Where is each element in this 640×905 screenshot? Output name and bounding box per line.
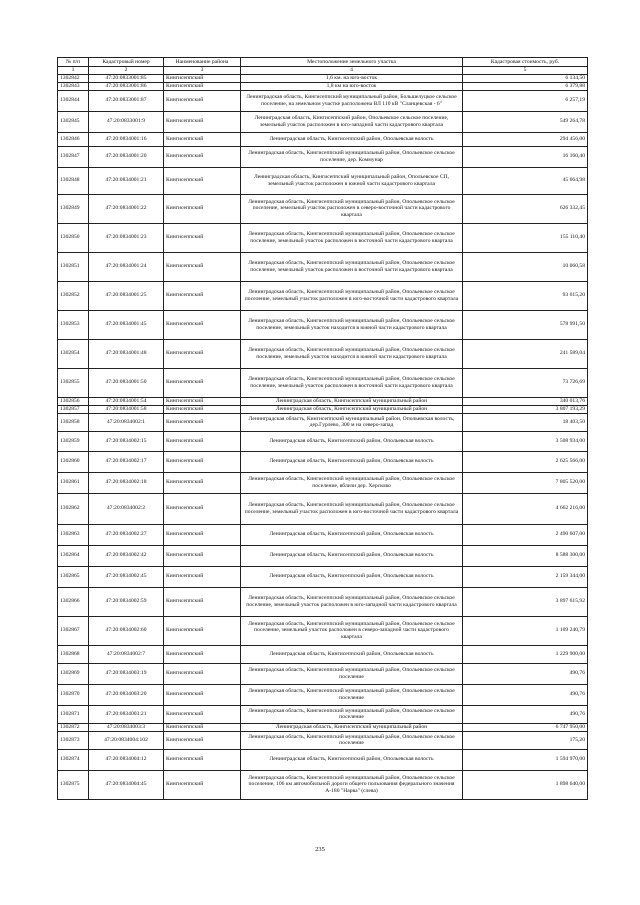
table-row: [58, 146, 588, 167]
row-number-cell: 1302860: [58, 451, 89, 472]
cadastral-number-cell: 47:20:0834003:21: [89, 705, 164, 723]
cadastral-number-cell: 47:20:0834002:42: [89, 545, 164, 566]
cadastral-number-cell: 47:20:0834001:45: [89, 310, 164, 339]
district-cell: Кингисеппский: [164, 566, 241, 587]
location-cell: 1,8 км на юго-восток: [241, 82, 463, 90]
location-cell: Ленинградская область, Кингисеппский муниципальный район, Опольевское сельское поселение, земельный участок расположен в юго-западной части кадастрового квартала: [241, 587, 463, 616]
cadastral-value-cell: 175,20: [463, 731, 588, 749]
cadastral-number-cell: 47:20:0834004:45: [89, 770, 164, 799]
row-number-cell: 1302853: [58, 310, 89, 339]
cadastral-number-cell: 47:20:0834002:2: [89, 493, 164, 524]
location-cell: Ленинградская область, Кингисеппский муниципальный район, Опольевское сельское поселение, земельный участок расположен в юго-восточной части кадастрового квартала: [241, 281, 463, 310]
row-number-cell: 1302864: [58, 545, 89, 566]
location-cell: Ленинградская область, Кингисеппский муниципальный район, Опольевское сельское поселение: [241, 731, 463, 749]
district-cell: Кингисеппский: [164, 132, 241, 146]
cadastral-value-cell: 490,76: [463, 663, 588, 684]
row-number-cell: 1302862: [58, 493, 89, 524]
table-row: [58, 684, 588, 705]
row-number-cell: 1302851: [58, 252, 89, 281]
cadastral-value-cell: 2 490 607,00: [463, 524, 588, 545]
cadastral-value-cell: 2 159 344,00: [463, 566, 588, 587]
cadastral-value-cell: 1 898 640,00: [463, 770, 588, 799]
table-row: [58, 524, 588, 545]
row-number-cell: 1302849: [58, 194, 89, 223]
location-cell: Ленинградская область, Кингисеппский район, Опольевская волость: [241, 645, 463, 663]
district-cell: Кингисеппский: [164, 146, 241, 167]
row-number-cell: 1302861: [58, 472, 89, 493]
district-cell: Кингисеппский: [164, 705, 241, 723]
table-row: [58, 451, 588, 472]
district-cell: Кингисеппский: [164, 431, 241, 451]
location-cell: Ленинградская область, Кингисеппский район, Опольевская волость: [241, 566, 463, 587]
location-cell: Ленинградская область, Кингисеппский муниципальный район, Опольевское сельское поселение: [241, 684, 463, 705]
table-row: [58, 749, 588, 770]
cadastral-value-cell: 1 229 900,00: [463, 645, 588, 663]
row-number-cell: 1302867: [58, 616, 89, 645]
cadastral-number-cell: 47:20:0834002:45: [89, 566, 164, 587]
row-number-cell: 1302856: [58, 397, 89, 405]
cadastral-value-cell: 45 664,98: [463, 167, 588, 194]
row-number-cell: 1302844: [58, 90, 89, 111]
cadastral-number-cell: 47:20:0834002:1: [89, 413, 164, 431]
cadastral-number-cell: 47:20:0834002:59: [89, 587, 164, 616]
location-cell: Ленинградская область, Кингисеппский муниципальный район, Опольевское сельское поселение, вблизи дер. Херсково: [241, 472, 463, 493]
row-number-cell: 1302869: [58, 663, 89, 684]
cadastral-number-cell: 47:20:0834001:16: [89, 132, 164, 146]
location-cell: Ленинградская область, Кингисеппский муниципальный район, Опольевское сельское поселение: [241, 705, 463, 723]
table-row: [58, 616, 588, 645]
table-row: [58, 645, 588, 663]
row-number-cell: 1302854: [58, 339, 89, 368]
cadastral-number-cell: 47:20:0834001:23: [89, 223, 164, 252]
row-number-cell: 1302874: [58, 749, 89, 770]
cadastral-value-cell: 93 615,20: [463, 281, 588, 310]
cadastral-number-cell: 47:20:0834002:15: [89, 431, 164, 451]
cadastral-value-cell: 6 379,88: [463, 82, 588, 90]
district-cell: Кингисеппский: [164, 770, 241, 799]
cadastral-value-cell: 490,76: [463, 684, 588, 705]
row-number-cell: 1302859: [58, 431, 89, 451]
header-location: Местоположение земельного участка: [241, 58, 463, 67]
cadastral-number-cell: 47:20:0834001:21: [89, 167, 164, 194]
location-cell: Ленинградская область, Кингисеппский муниципальный район, Опольевское сельское поселение, земельный участок расположен в северо-восточной части кадастрового квартала: [241, 194, 463, 223]
district-cell: Кингисеппский: [164, 493, 241, 524]
district-cell: Кингисеппский: [164, 310, 241, 339]
location-cell: Ленинградская область, Кингисеппский муниципальный район, Опольевская волость, дер.Гурлево, 300 м на северо-запад: [241, 413, 463, 431]
row-number-cell: 1302850: [58, 223, 89, 252]
cadastral-value-cell: 6 257,19: [463, 90, 588, 111]
cadastral-value-cell: 294 456,00: [463, 132, 588, 146]
row-number-cell: 1302846: [58, 132, 89, 146]
location-cell: Ленинградская область, Кингисеппский муниципальный район, Опольевское сельское поселение: [241, 663, 463, 684]
column-number: 5: [463, 67, 588, 75]
cadastral-number-cell: 47:20:0833001:86: [89, 82, 164, 90]
table-row: [58, 545, 588, 566]
cadastral-value-cell: 8 588 300,00: [463, 545, 588, 566]
table-row: [58, 723, 588, 731]
cadastral-value-cell: 490,76: [463, 705, 588, 723]
cadastral-number-cell: 47:20:0834002:60: [89, 616, 164, 645]
cadastral-number-cell: 47:20:0834002:17: [89, 451, 164, 472]
location-cell: Ленинградская область, Кингисеппский район, Опольевская волость: [241, 749, 463, 770]
district-cell: Кингисеппский: [164, 413, 241, 431]
cadastral-number-cell: 47:20:0834003:20: [89, 684, 164, 705]
district-cell: Кингисеппский: [164, 368, 241, 397]
location-cell: 1,6 км. на юго-восток: [241, 74, 463, 82]
table-row: [58, 731, 588, 749]
row-number-cell: 1302863: [58, 524, 89, 545]
cadastral-number-cell: 47:20:0834004:12: [89, 749, 164, 770]
table-row: [58, 252, 588, 281]
table-row: [58, 397, 588, 405]
table-row: [58, 167, 588, 194]
district-cell: Кингисеппский: [164, 252, 241, 281]
column-number-row: [58, 67, 588, 75]
header-cadastral-value: Кадастровая стоимость, руб.: [463, 58, 588, 67]
cadastral-value-table: [57, 57, 588, 800]
table-row: [58, 281, 588, 310]
district-cell: Кингисеппский: [164, 223, 241, 252]
cadastral-value-cell: 7 805 520,00: [463, 472, 588, 493]
cadastral-number-cell: 47:20:0833001:85: [89, 74, 164, 82]
district-cell: Кингисеппский: [164, 663, 241, 684]
table-row: [58, 310, 588, 339]
table-row: [58, 74, 588, 82]
page-number: 235: [315, 846, 325, 853]
district-cell: Кингисеппский: [164, 194, 241, 223]
cadastral-number-cell: 47:20:0834002:27: [89, 524, 164, 545]
table-row: [58, 194, 588, 223]
cadastral-value-cell: 626 332,45: [463, 194, 588, 223]
header-row-number: № п/п: [58, 58, 89, 67]
district-cell: Кингисеппский: [164, 545, 241, 566]
cadastral-value-cell: 3 807 193,29: [463, 405, 588, 413]
row-number-cell: 1302858: [58, 413, 89, 431]
district-cell: Кингисеппский: [164, 472, 241, 493]
cadastral-number-cell: 47:20:0834001:50: [89, 368, 164, 397]
row-number-cell: 1302866: [58, 587, 89, 616]
cadastral-number-cell: 47:20:0834001:48: [89, 339, 164, 368]
column-number: 1: [58, 67, 89, 75]
table-row: [58, 770, 588, 799]
district-cell: Кингисеппский: [164, 82, 241, 90]
location-cell: Ленинградская область, Кингисеппский муниципальный район, Опольевское сельское поселение, земельный участок находится в южной части кадастрового квартала: [241, 339, 463, 368]
cadastral-value-cell: 16 160,40: [463, 146, 588, 167]
cadastral-number-cell: 47:20:0834001:24: [89, 252, 164, 281]
cadastral-value-cell: 10 060,58: [463, 252, 588, 281]
header-district-name: Наименование района: [164, 58, 241, 67]
location-cell: Ленинградская область, Кингисеппский район, Опольевское сельское поселение, земельный участок расположен в юго-западной части кадастрового квартала: [241, 111, 463, 132]
district-cell: Кингисеппский: [164, 587, 241, 616]
location-cell: Ленинградская область, Кингисеппский район, Опольевская волость: [241, 132, 463, 146]
cadastral-number-cell: 47:20:0834001:20: [89, 146, 164, 167]
location-cell: Ленинградская область, Кингисеппский муниципальный район, Опольевское СП, земельный участок расположен в южной части кадастрового квартала: [241, 167, 463, 194]
row-number-cell: 1302865: [58, 566, 89, 587]
table-row: [58, 587, 588, 616]
district-cell: Кингисеппский: [164, 723, 241, 731]
location-cell: Ленинградская область, Кингисеппский муниципальный район, Опольевское сельское поселение, земельный участок расположен в северо-западной части кадастрового квартала: [241, 616, 463, 645]
row-number-cell: 1302852: [58, 281, 89, 310]
cadastral-number-cell: 47:20:0833001:87: [89, 90, 164, 111]
location-cell: Ленинградская область, Кингисеппский муниципальный район: [241, 723, 463, 731]
column-number: 4: [241, 67, 463, 75]
district-cell: Кингисеппский: [164, 731, 241, 749]
header-cadastral-number: Кадастровый номер: [89, 58, 164, 67]
district-cell: Кингисеппский: [164, 90, 241, 111]
cadastral-number-cell: 47:20:0833001:9: [89, 111, 164, 132]
location-cell: Ленинградская область, Кингисеппский муниципальный район, Опольевское сельское поселение, земельный участок находится в южной части кадастрового квартала: [241, 310, 463, 339]
district-cell: Кингисеппский: [164, 749, 241, 770]
location-cell: Ленинградская область, Кингисеппский муниципальный район, Опольевское сельское поселение, земельный участок расположен в юго-восточной части кадастрового квартала: [241, 493, 463, 524]
table-header-row: [58, 58, 588, 67]
cadastral-value-cell: 3 897 615,92: [463, 587, 588, 616]
cadastral-value-cell: 1 109 240,79: [463, 616, 588, 645]
cadastral-value-cell: 340 013,76: [463, 397, 588, 405]
table-row: [58, 413, 588, 431]
row-number-cell: 1302857: [58, 405, 89, 413]
district-cell: Кингисеппский: [164, 397, 241, 405]
location-cell: Ленинградская область, Кингисеппский муниципальный район, Опольевское сельское поселение, дер. Коммунар: [241, 146, 463, 167]
cadastral-value-cell: 155 110,40: [463, 223, 588, 252]
location-cell: Ленинградская область, Кингисеппский муниципальный район, Опольевское сельское поселение, 106 км автомобильной дороги общего пользования федерального значения А-180 "Нарва" (слева): [241, 770, 463, 799]
table-row: [58, 705, 588, 723]
column-number: 2: [89, 67, 164, 75]
row-number-cell: 1302845: [58, 111, 89, 132]
table-row: [58, 368, 588, 397]
district-cell: Кингисеппский: [164, 684, 241, 705]
cadastral-number-cell: 47:20:0834003:19: [89, 663, 164, 684]
location-cell: Ленинградская область, Кингисеппский муниципальный район: [241, 405, 463, 413]
district-cell: Кингисеппский: [164, 524, 241, 545]
row-number-cell: 1302847: [58, 146, 89, 167]
district-cell: Кингисеппский: [164, 281, 241, 310]
row-number-cell: 1302873: [58, 731, 89, 749]
table-row: [58, 431, 588, 451]
row-number-cell: 1302871: [58, 705, 89, 723]
cadastral-number-cell: 47:20:0834001:25: [89, 281, 164, 310]
cadastral-value-cell: 73 726,69: [463, 368, 588, 397]
location-cell: Ленинградская область, Кингисеппский район, Опольевская волость: [241, 545, 463, 566]
row-number-cell: 1302875: [58, 770, 89, 799]
cadastral-number-cell: 47:20:0834002:18: [89, 472, 164, 493]
cadastral-value-cell: 549 264,78: [463, 111, 588, 132]
district-cell: Кингисеппский: [164, 111, 241, 132]
row-number-cell: 1302843: [58, 82, 89, 90]
column-number: 3: [164, 67, 241, 75]
cadastral-number-cell: 47:20:0834001:22: [89, 194, 164, 223]
district-cell: Кингисеппский: [164, 616, 241, 645]
cadastral-number-cell: 47:20:0834004:102: [89, 731, 164, 749]
cadastral-number-cell: 47:20:0834002:7: [89, 645, 164, 663]
cadastral-value-cell: 241 589,04: [463, 339, 588, 368]
district-cell: Кингисеппский: [164, 451, 241, 472]
location-cell: Ленинградская область, Кингисеппский район, Опольевская волость: [241, 451, 463, 472]
table-row: [58, 339, 588, 368]
row-number-cell: 1302872: [58, 723, 89, 731]
row-number-cell: 1302842: [58, 74, 89, 82]
cadastral-number-cell: 47:20:0834003:3: [89, 723, 164, 731]
row-number-cell: 1302870: [58, 684, 89, 705]
cadastral-value-cell: 1 594 970,00: [463, 749, 588, 770]
location-cell: Ленинградская область, Кингисеппский муниципальный район, Большелуцкое сельское поселение, на земельном участке расположена ВЛ 110 кВ "Сланцевская - 6": [241, 90, 463, 111]
cadastral-value-cell: 3 508 934,00: [463, 431, 588, 451]
table-row: [58, 223, 588, 252]
row-number-cell: 1302855: [58, 368, 89, 397]
cadastral-value-cell: 18 403,50: [463, 413, 588, 431]
cadastral-number-cell: 47:20:0834001:58: [89, 405, 164, 413]
district-cell: Кингисеппский: [164, 339, 241, 368]
table-row: [58, 405, 588, 413]
table-row: [58, 90, 588, 111]
cadastral-value-cell: 6 747 950,00: [463, 723, 588, 731]
table-row: [58, 663, 588, 684]
cadastral-value-cell: 6 134,50: [463, 74, 588, 82]
district-cell: Кингисеппский: [164, 74, 241, 82]
table-row: [58, 493, 588, 524]
table-row: [58, 132, 588, 146]
location-cell: Ленинградская область, Кингисеппский муниципальный район, Опольевское сельское поселение, земельный участок расположен в восточной части кадастрового квартала: [241, 368, 463, 397]
cadastral-value-cell: 4 662 216,00: [463, 493, 588, 524]
location-cell: Ленинградская область, Кингисеппский муниципальный район, Опольевское сельское поселение, земельный участок расположен в восточной части кадастрового квартала: [241, 252, 463, 281]
cadastral-value-cell: 578 991,50: [463, 310, 588, 339]
table-row: [58, 566, 588, 587]
location-cell: Ленинградская область, Кингисеппский район, Опольевская волость: [241, 524, 463, 545]
location-cell: Ленинградская область, Кингисеппский район, Опольевская волость: [241, 431, 463, 451]
table-row: [58, 472, 588, 493]
district-cell: Кингисеппский: [164, 405, 241, 413]
row-number-cell: 1302868: [58, 645, 89, 663]
district-cell: Кингисеппский: [164, 645, 241, 663]
table-row: [58, 111, 588, 132]
location-cell: Ленинградская область, Кингисеппский муниципальный район, Опольевское сельское поселение, земельный участок расположен в восточной части кадастрового квартала: [241, 223, 463, 252]
cadastral-value-cell: 2 625 566,00: [463, 451, 588, 472]
row-number-cell: 1302848: [58, 167, 89, 194]
cadastral-number-cell: 47:20:0834001:54: [89, 397, 164, 405]
table-row: [58, 82, 588, 90]
district-cell: Кингисеппский: [164, 167, 241, 194]
document-sheet: [57, 57, 587, 800]
location-cell: Ленинградская область, Кингисеппский муниципальный район: [241, 397, 463, 405]
